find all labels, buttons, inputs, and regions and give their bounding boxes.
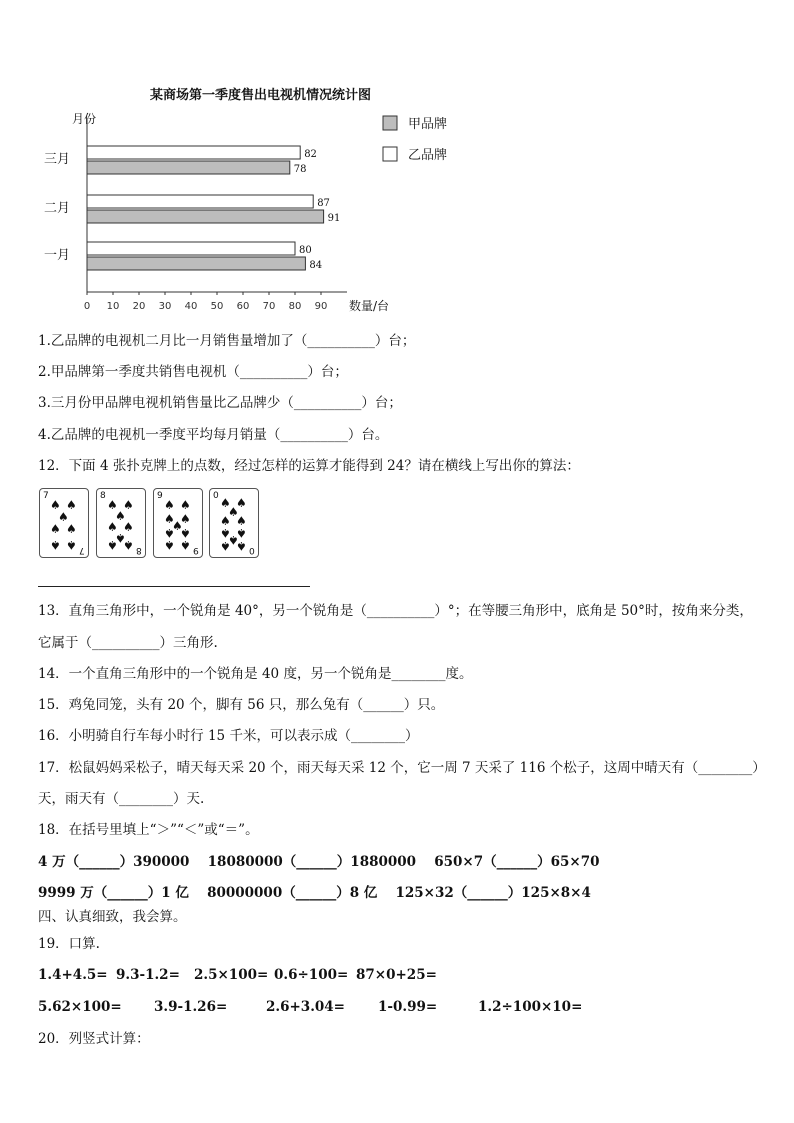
- calc-item: 5.62×100=: [38, 999, 122, 1015]
- legend-label: 乙品牌: [408, 148, 448, 163]
- bar-yi: [87, 146, 300, 159]
- answer-line: [38, 586, 310, 587]
- bar-jia: [87, 210, 324, 223]
- question-20: 20．列竖式计算：: [38, 1031, 150, 1047]
- spade-icon: ♠: [123, 498, 134, 512]
- x-axis-label: 数量/台: [349, 299, 390, 313]
- spade-icon: ♠: [50, 498, 61, 512]
- bar-jia: [87, 257, 305, 270]
- legend-label: 甲品牌: [408, 117, 448, 132]
- question-13b: 它属于（__________）三角形.: [38, 635, 218, 651]
- question-18a: 4 万（______）390000 18080000（______）1880000 650×7（______）65×70: [38, 854, 600, 870]
- data-label: 84: [309, 260, 323, 271]
- x-tick-label: 10: [106, 301, 120, 312]
- playing-card: [209, 488, 259, 558]
- spade-icon: ♠: [236, 514, 247, 528]
- x-tick-label: 30: [158, 301, 172, 312]
- question-2: 2.甲品牌第一季度共销售电视机（__________）台；: [38, 364, 348, 380]
- calc-item: 1-0.99=: [378, 999, 438, 1015]
- spade-icon: ♠: [180, 498, 191, 512]
- question-3: 3.三月份甲品牌电视机销售量比乙品牌少（__________）台；: [38, 395, 402, 411]
- spade-icon: ♠: [164, 498, 175, 512]
- spade-icon: ♠: [228, 505, 239, 519]
- spade-icon: ♠: [123, 520, 134, 534]
- calc-item: 3.9-1.26=: [154, 999, 228, 1015]
- calc-item: 2.6+3.04=: [266, 999, 345, 1015]
- data-label: 80: [299, 245, 312, 256]
- spade-icon: ♠: [236, 496, 247, 510]
- bar-yi: [87, 195, 313, 208]
- spade-icon: ♠: [66, 522, 77, 536]
- legend-swatch-yi: [383, 147, 397, 161]
- spade-icon: ♠: [220, 539, 231, 553]
- calc-item: 2.5×100=: [194, 967, 269, 983]
- x-tick-label: 50: [210, 301, 224, 312]
- spade-icon: ♠: [180, 512, 191, 526]
- card-rank: 8: [136, 545, 142, 555]
- question-18: 18．在括号里填上“＞”“＜”或“＝”。: [38, 822, 259, 838]
- spade-icon: ♠: [164, 538, 175, 552]
- x-tick-label: 20: [132, 301, 146, 312]
- calc-item: 1.2÷100×10=: [478, 999, 583, 1015]
- x-tick-label: 0: [83, 301, 91, 312]
- x-tick-label: 70: [262, 301, 276, 312]
- spade-icon: ♠: [107, 498, 118, 512]
- x-tick-label: 40: [184, 301, 198, 312]
- card-rank: 8: [100, 491, 106, 501]
- spade-icon: ♠: [172, 519, 183, 533]
- x-tick-label: 60: [236, 301, 250, 312]
- section-4-heading: 四、认真细致，我会算。: [38, 909, 187, 925]
- spade-icon: ♠: [50, 522, 61, 536]
- question-13a: 13．直角三角形中，一个锐角是 40°，另一个锐角是（__________）°；在等腰三角形中，底角是 50°时，按角来分类，: [38, 603, 753, 619]
- y-axis-label: 月份: [72, 112, 97, 126]
- calc-item: 1.4+4.5=: [38, 967, 108, 983]
- spade-icon: ♠: [123, 538, 134, 552]
- bar-jia: [87, 161, 290, 174]
- category-label: 一月: [44, 248, 71, 263]
- spade-icon: ♠: [164, 526, 175, 540]
- spade-icon: ♠: [180, 526, 191, 540]
- spade-icon: ♠: [107, 538, 118, 552]
- data-label: 87: [317, 198, 330, 209]
- card-rank: 7: [43, 491, 49, 501]
- spade-icon: ♠: [107, 520, 118, 534]
- category-label: 二月: [44, 201, 71, 216]
- spade-icon: ♠: [66, 538, 77, 552]
- question-1: 1.乙品牌的电视机二月比一月销售量增加了（__________）台；: [38, 333, 416, 349]
- spade-icon: ♠: [236, 539, 247, 553]
- question-18b: 9999 万（______）1 亿 80000000（______）8 亿 125×32（______）125×8×4: [38, 885, 591, 901]
- card-rank: 0: [213, 491, 219, 501]
- question-4: 4.乙品牌的电视机一季度平均每月销量（__________）台。: [38, 427, 389, 443]
- spade-icon: ♠: [58, 510, 69, 524]
- playing-card: [39, 488, 89, 558]
- x-tick-label: 80: [288, 301, 302, 312]
- card-rank: 7: [79, 545, 85, 555]
- question-15: 15．鸡兔同笼，头有 20 个，脚有 56 只，那么兔有（______）只。: [38, 697, 445, 713]
- question-17b: 天，雨天有（________）天.: [38, 791, 205, 807]
- question-19: 19．口算.: [38, 936, 100, 952]
- spade-icon: ♠: [220, 496, 231, 510]
- question-14: 14．一个直角三角形中的一个锐角是 40 度，另一个锐角是________度。: [38, 666, 473, 682]
- spade-icon: ♠: [50, 538, 61, 552]
- calc-item: 0.6÷100=: [274, 967, 349, 983]
- data-label: 91: [327, 213, 341, 224]
- bar-yi: [87, 242, 295, 255]
- calc-item: 87×0+25=: [356, 967, 437, 983]
- card-rank: 9: [193, 545, 199, 555]
- spade-icon: ♠: [220, 526, 231, 540]
- chart-title: 某商场第一季度售出电视机情况统计图: [150, 88, 372, 103]
- card-rank: 0: [249, 545, 255, 555]
- spade-icon: ♠: [66, 498, 77, 512]
- spade-icon: ♠: [115, 509, 126, 523]
- category-label: 三月: [44, 152, 71, 167]
- x-tick-label: 90: [314, 301, 328, 312]
- calc-item: 9.3-1.2=: [116, 967, 180, 983]
- question-17a: 17．松鼠妈妈采松子，晴天每天采 20 个，雨天每天采 12 个，它一周 7 天采了 116 个松子，这周中晴天有（________）: [38, 760, 766, 776]
- data-label: 82: [304, 149, 317, 160]
- playing-card: [96, 488, 146, 558]
- question-16: 16．小明骑自行车每小时行 15 千米，可以表示成（________）: [38, 728, 419, 744]
- playing-card: [153, 488, 203, 558]
- card-rank: 9: [157, 491, 163, 501]
- bar-chart: [30, 80, 470, 320]
- spade-icon: ♠: [236, 526, 247, 540]
- legend-swatch-jia: [383, 116, 397, 130]
- spade-icon: ♠: [115, 531, 126, 545]
- question-12: 12．下面 4 张扑克牌上的点数，经过怎样的运算才能得到 24？请在横线上写出你的算法：: [38, 458, 580, 474]
- spade-icon: ♠: [164, 512, 175, 526]
- spade-icon: ♠: [228, 533, 239, 547]
- spade-icon: ♠: [180, 538, 191, 552]
- data-label: 78: [293, 164, 307, 175]
- spade-icon: ♠: [220, 514, 231, 528]
